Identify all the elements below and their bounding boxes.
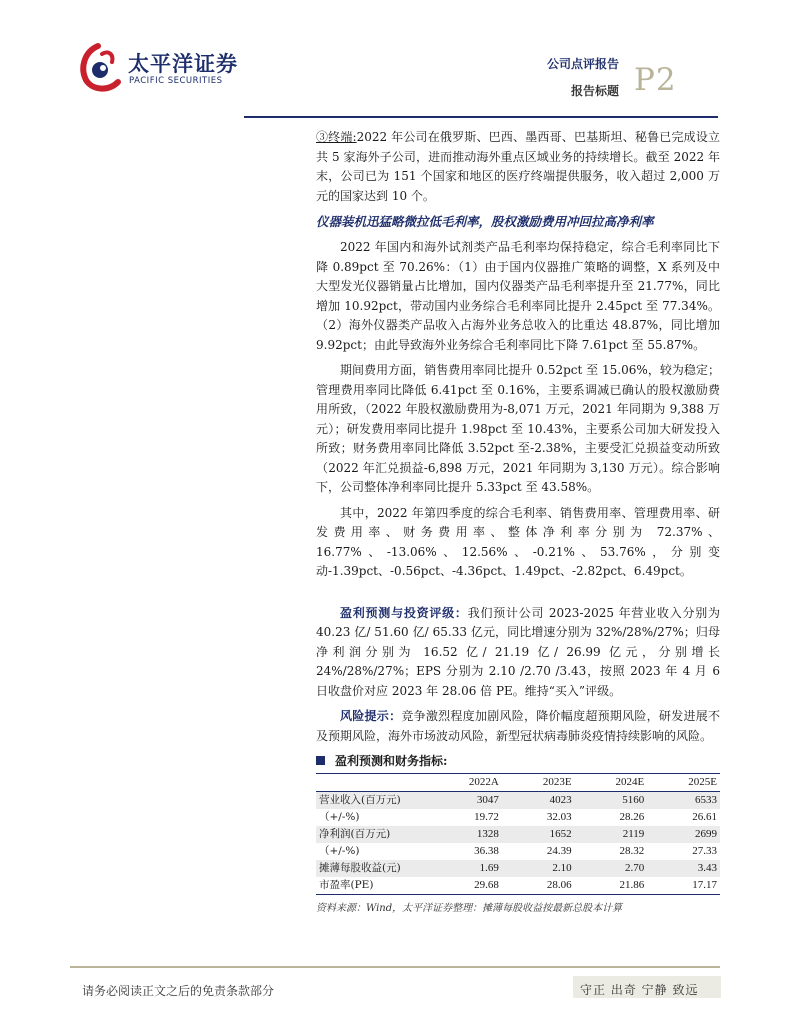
- table-cell: 19.72: [474, 811, 499, 823]
- risk-label: 风险提示：: [340, 709, 402, 723]
- forecast-text: 我们预计公司 2023-2025 年营业收入分别为 40.23 亿/ 51.60 亿/ 65.33 亿元，同比增速分别为 32%/28%/27%；归母净利润分别为 16.52 亿/ 21.19 亿/ 26.99 亿元，分别增长 24%/28%/27%；EPS 分别为 2.10 /2.70 /3.43，按照 2023 年 4 月 6 日收盘价对应 2023 年 28.06 倍 PE。维持“买入”评级。: [316, 605, 720, 698]
- margin-paragraph: 2022 年国内和海外试剂类产品毛利率均保持稳定，综合毛利率同比下降 0.89pct 至 70.26%：（1）由于国内仪器推广策略的调整，X 系列及中大型发光仪器销量占比增加，国内仪器类产品毛利率提升至 21.77%，同比增加 10.92pct，带动国内业务综合毛利率同比提升 2.45pct 至 77.34%。（2）海外仪器类产品收入占海外业务总收入的比重达 48.87%，同比增加 9.92pct；由此导致海外业务综合毛利率同比下降 7.61pct 至 55.87%。: [316, 240, 720, 352]
- table-cell: 3047: [429, 792, 502, 810]
- row-label: 净利润(百万元): [316, 826, 429, 843]
- footer-divider: [70, 966, 720, 968]
- table-heading: [316, 752, 720, 769]
- row-label: 营业收入(百万元): [316, 792, 429, 810]
- forecast-paragraph: [316, 604, 720, 702]
- column-header: 2025E: [647, 774, 720, 792]
- table-cell: 36.38: [474, 845, 499, 857]
- table-corner-cell: [316, 774, 429, 792]
- table-row: [316, 792, 720, 810]
- table-header-row: [316, 774, 720, 792]
- terminal-label: ③终端:: [316, 130, 357, 144]
- table-row: [316, 809, 720, 826]
- footer-disclaimer: 请务必阅读正文之后的免责条款部分: [82, 984, 275, 998]
- table-source-note: 资料来源：Wind，太平洋证券整理：摊薄每股收益按最新总股本计算: [316, 903, 623, 914]
- footer-motto: 守正 出奇 宁静 致远: [580, 983, 699, 997]
- q4-paragraph: 其中，2022 年第四季度的综合毛利率、销售费用率、管理费用率、研发费用率、财务费用率、整体净利率分别为 72.37%、16.77%、-13.06%、12.56%、-0.21%、53.76%，分别变动-1.39pct、-0.56pct、-4.36pct、1.49pct、-2.82pct、6.49pct。: [316, 505, 720, 578]
- main-content: [316, 128, 720, 914]
- risk-text: 竞争激烈程度加剧风险，降价幅度超预期风险，研发进展不及预期风险，海外市场波动风险，新型冠状病毒肺炎疫情持续影响的风险。: [316, 709, 720, 743]
- risk-paragraph: [316, 707, 720, 746]
- report-type: 公司点评报告: [546, 57, 619, 71]
- logo-english-name: PACIFIC SECURITIES: [129, 76, 223, 86]
- table-cell: 1.69: [429, 860, 502, 877]
- table-cell: 26.61: [692, 811, 717, 823]
- terminal-paragraph: [316, 128, 720, 206]
- financial-forecast-table: [316, 774, 720, 895]
- table-row: [316, 843, 720, 860]
- table-cell: 2699: [647, 826, 720, 843]
- table-cell: 1652: [502, 826, 575, 843]
- table-row: [316, 877, 720, 895]
- table-row: [316, 860, 720, 877]
- table-cell: 1328: [429, 826, 502, 843]
- table-cell: 27.33: [692, 845, 717, 857]
- column-header: 2022A: [429, 774, 502, 792]
- table-cell: 5160: [575, 792, 648, 810]
- table-cell: 24.39: [546, 845, 572, 857]
- table-cell: 28.26: [619, 811, 645, 823]
- header-divider: [244, 116, 718, 118]
- page-number: P2: [634, 62, 677, 98]
- table-cell: 21.86: [575, 877, 648, 895]
- row-label: 市盈率(PE): [316, 877, 429, 895]
- table-cell: 28.32: [619, 845, 645, 857]
- column-header: 2024E: [575, 774, 648, 792]
- table-row: [316, 826, 720, 843]
- table-cell: 4023: [502, 792, 575, 810]
- report-title: 报告标题: [570, 84, 619, 98]
- column-header: 2023E: [502, 774, 575, 792]
- terminal-text: 2022 年公司在俄罗斯、巴西、墨西哥、巴基斯坦、秘鲁已完成设立共 5 家海外子公司，进而推动海外重点区域业务的持续增长。截至 2022 年末，公司已为 151 个国家和地区的医疗终端提供服务，收入超过 2,000 万元的国家达到 10 个。: [316, 130, 720, 203]
- table-cell: 29.68: [429, 877, 502, 895]
- row-label: （+/-%): [319, 811, 360, 823]
- forecast-label: 盈利预测与投资评级：: [340, 605, 468, 620]
- expense-paragraph: 期间费用方面，销售费用率同比提升 0.52pct 至 15.06%，较为稳定；管理费用率同比降低 6.41pct 至 0.16%，主要系调减已确认的股权激励费用所致，（2022 年股权激励费用为-8,071 万元，2021 年同期为 9,388 万元）；研发费用率同比提升 1.98pct 至 10.43%，主要系公司加大研发投入所致；财务费用率同比降低 3.52pct 至-2.38%，主要受汇兑损益变动所致（2022 年汇兑损益-6,898 万元，2021 年同期为 3,130 万元）。综合影响下，公司整体净利率同比提升 5.33pct 至 43.58%。: [316, 363, 720, 494]
- table-cell: 32.03: [546, 811, 572, 823]
- pacific-logo-icon: [78, 42, 122, 92]
- square-bullet-icon: [316, 756, 325, 765]
- table-cell: 2119: [575, 826, 648, 843]
- row-label: （+/-%): [319, 845, 360, 857]
- table-cell: 17.17: [647, 877, 720, 895]
- table-cell: 6533: [647, 792, 720, 810]
- logo-chinese-name: 太平洋证券: [128, 52, 238, 76]
- company-logo: [78, 42, 238, 92]
- table-title: 盈利预测和财务指标:: [335, 754, 448, 768]
- table-cell: 2.10: [502, 860, 575, 877]
- spacer: [316, 588, 720, 604]
- row-label: 摊薄每股收益(元): [316, 860, 429, 877]
- table-cell: 28.06: [502, 877, 575, 895]
- table-cell: 2.70: [575, 860, 648, 877]
- section-heading: 仪器装机迅猛略微拉低毛利率，股权激励费用冲回拉高净利率: [316, 214, 654, 229]
- table-cell: 3.43: [647, 860, 720, 877]
